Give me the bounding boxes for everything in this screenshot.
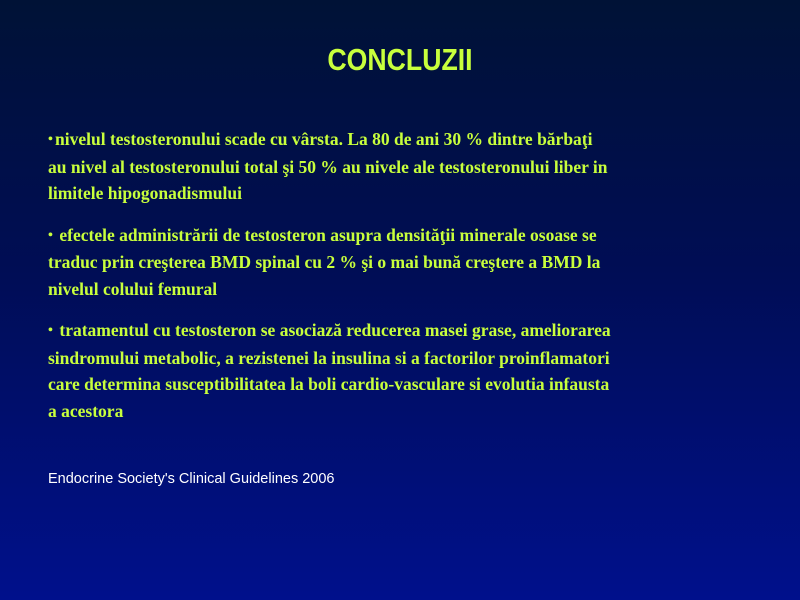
bullet-line: care determina susceptibilitatea la boli cardio-vasculare si evolutia infausta	[48, 374, 610, 394]
bullet-line: nivelul testosteronului scade cu vârsta. La 80 de ani 30 % dintre bărbaţi	[55, 129, 593, 149]
slide-title: CONCLUZII	[327, 42, 473, 77]
bullet-list	[48, 126, 773, 439]
bullet-icon: •	[48, 323, 53, 338]
source-citation: Endocrine Society's Clinical Guidelines 2006	[48, 471, 335, 487]
bullet-line: tratamentul cu testosteron se asociază reducerea masei grase, ameliorarea	[59, 320, 611, 340]
bullet-icon: •	[48, 132, 53, 147]
bullet-line: nivelul colului femural	[48, 278, 218, 299]
bullet-line: traduc prin creşterea BMD spinal cu 2 % şi o mai bună creştere a BMD la	[48, 252, 601, 272]
bullet-item	[48, 126, 773, 207]
bullet-line: a acestora	[48, 400, 124, 421]
bullet-icon: •	[48, 227, 53, 243]
bullet-line: sindromului metabolic, a rezistenei la insulina si a factorilor proinflamatori	[48, 347, 610, 368]
bullet-item	[48, 317, 773, 424]
bullet-item	[48, 222, 773, 303]
bullet-line: au nivel al testosteronului total şi 50 % au nivele ale testosteronului liber in	[48, 156, 608, 177]
bullet-line: limitele hipogonadismului	[48, 183, 242, 203]
bullet-line: efectele administrării de testosteron asupra densităţii minerale osoase se	[59, 224, 597, 245]
